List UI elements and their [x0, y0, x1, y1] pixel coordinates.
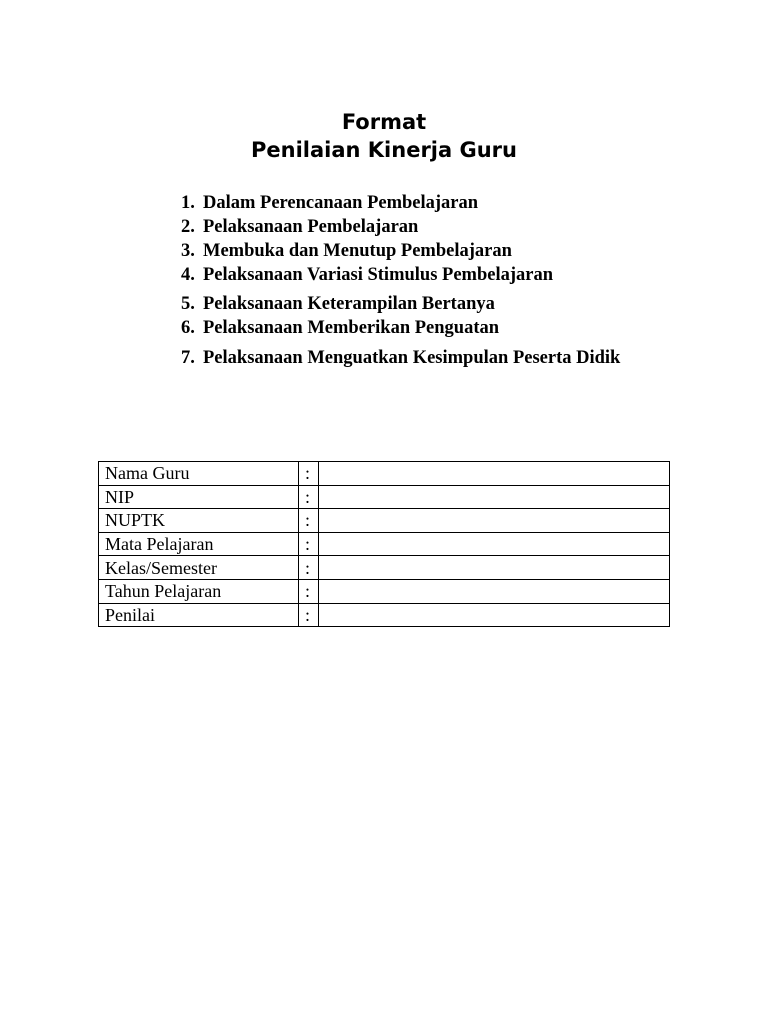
document-subtitle: Penilaian Kinerja Guru: [251, 138, 517, 162]
field-colon: :: [299, 485, 319, 509]
table-row: [99, 532, 670, 556]
table-row: [99, 462, 670, 486]
field-colon: :: [299, 579, 319, 603]
item-number: 3.: [181, 241, 195, 261]
assessment-item: [181, 191, 478, 215]
field-label: Kelas/Semester: [99, 556, 299, 580]
field-value-cell: [319, 462, 670, 486]
teacher-info-table: [98, 461, 670, 627]
table-row: [99, 603, 670, 627]
table-row: [99, 579, 670, 603]
field-label: NUPTK: [99, 509, 299, 533]
item-text: Pelaksanaan Keterampilan Bertanya: [203, 294, 495, 314]
item-text: Pelaksanaan Menguatkan Kesimpulan Peserta Didik: [203, 348, 621, 368]
field-value-cell: [319, 579, 670, 603]
item-number: 6.: [181, 318, 195, 338]
assessment-item: [181, 263, 553, 287]
field-label: Tahun Pelajaran: [99, 579, 299, 603]
assessment-item: [181, 292, 495, 316]
item-text: Membuka dan Menutup Pembelajaran: [203, 241, 512, 261]
item-text: Dalam Perencanaan Pembelajaran: [203, 193, 479, 213]
item-number: 1.: [181, 193, 195, 213]
item-number: 5.: [181, 294, 195, 314]
field-value-cell: [319, 532, 670, 556]
field-colon: :: [299, 532, 319, 556]
field-label: Penilai: [99, 603, 299, 627]
field-label: Nama Guru: [99, 462, 299, 486]
field-label: NIP: [99, 485, 299, 509]
item-number: 7.: [181, 348, 195, 368]
item-text: Pelaksanaan Pembelajaran: [203, 217, 419, 237]
field-colon: :: [299, 556, 319, 580]
field-label: Mata Pelajaran: [99, 532, 299, 556]
table-row: [99, 485, 670, 509]
item-text: Pelaksanaan Memberikan Penguatan: [203, 318, 500, 338]
field-colon: :: [299, 509, 319, 533]
assessment-item: [181, 239, 512, 263]
assessment-item: [181, 316, 499, 340]
item-text: Pelaksanaan Variasi Stimulus Pembelajaran: [203, 265, 554, 285]
field-colon: :: [299, 603, 319, 627]
field-value-cell: [319, 603, 670, 627]
item-number: 4.: [181, 265, 195, 285]
field-value-cell: [319, 485, 670, 509]
assessment-item: [181, 215, 418, 239]
field-value-cell: [319, 556, 670, 580]
item-number: 2.: [181, 217, 195, 237]
document-title: Format: [341, 110, 427, 134]
assessment-item: [181, 346, 620, 370]
field-colon: :: [299, 462, 319, 486]
table-row: [99, 509, 670, 533]
table-row: [99, 556, 670, 580]
field-value-cell: [319, 509, 670, 533]
